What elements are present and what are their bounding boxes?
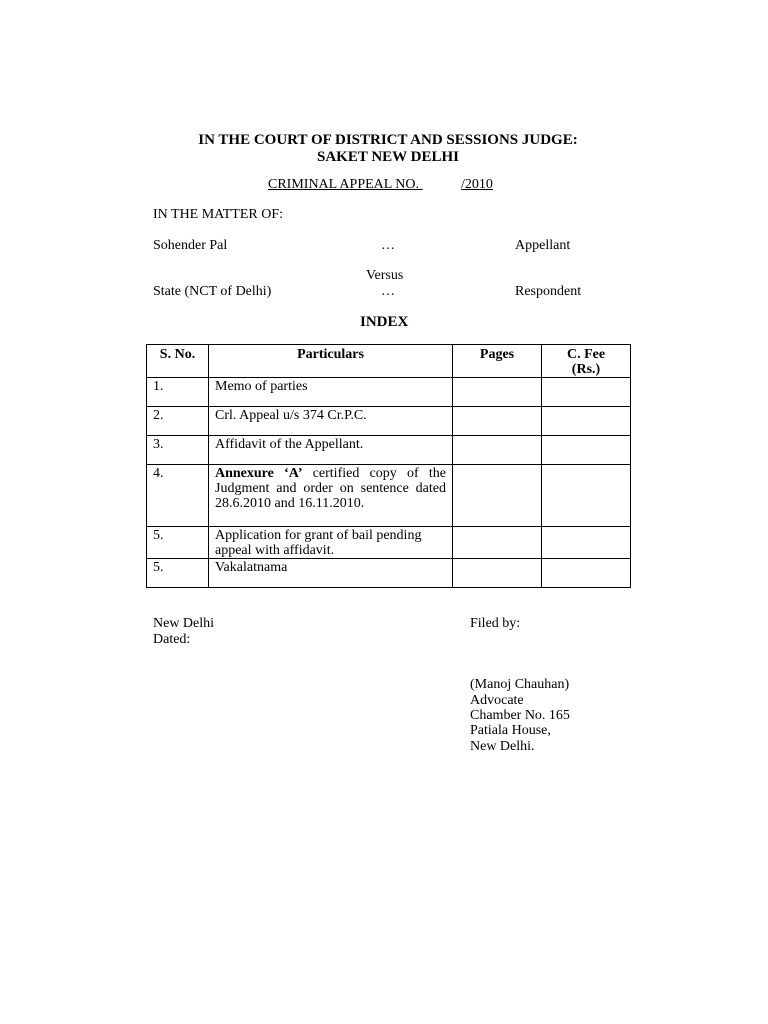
row-particulars: Memo of parties bbox=[209, 378, 453, 407]
table-row bbox=[147, 436, 631, 465]
row-sno: 3. bbox=[147, 436, 209, 465]
row-sno: 1. bbox=[147, 378, 209, 407]
case-number-suffix: /2010 bbox=[461, 177, 493, 192]
header-pages: Pages bbox=[453, 345, 542, 378]
row-particulars: Affidavit of the Appellant. bbox=[209, 436, 453, 465]
court-heading-line2: SAKET NEW DELHI bbox=[317, 149, 459, 165]
advocate-chamber: Chamber No. 165 bbox=[470, 708, 570, 723]
index-table bbox=[146, 344, 631, 588]
row-pages bbox=[453, 559, 542, 588]
header-particulars: Particulars bbox=[209, 345, 453, 378]
appellant-role: Appellant bbox=[515, 238, 571, 253]
row-pages bbox=[453, 407, 542, 436]
row-fee bbox=[542, 436, 631, 465]
court-heading-line1: IN THE COURT OF DISTRICT AND SESSIONS JUDGE: bbox=[198, 132, 578, 148]
respondent-role: Respondent bbox=[515, 284, 582, 299]
advocate-address-line1: Patiala House, bbox=[470, 723, 551, 738]
table-row bbox=[147, 465, 631, 527]
respondent-name: State (NCT of Delhi) bbox=[153, 284, 272, 299]
table-row bbox=[147, 527, 631, 559]
annexure-label: Annexure ‘A’ bbox=[215, 466, 303, 481]
row-sno: 5. bbox=[147, 559, 209, 588]
footer-place: New Delhi bbox=[153, 616, 215, 631]
row-sno: 5. bbox=[147, 527, 209, 559]
table-row bbox=[147, 407, 631, 436]
row-fee bbox=[542, 378, 631, 407]
versus-label: Versus bbox=[366, 268, 404, 283]
header-fee-line1: C. Fee bbox=[566, 347, 606, 362]
appellant-dots: … bbox=[381, 238, 395, 253]
appellant-name: Sohender Pal bbox=[153, 238, 228, 253]
row-pages bbox=[453, 378, 542, 407]
case-number-prefix: CRIMINAL APPEAL NO. bbox=[268, 177, 420, 192]
row-fee bbox=[542, 407, 631, 436]
annexure-text: certified copy of the Judgment and order on sentence dated 28.6.2010 and 16.11.2010. bbox=[215, 466, 446, 511]
table-row bbox=[147, 559, 631, 588]
row-sno: 2. bbox=[147, 407, 209, 436]
row-pages bbox=[453, 465, 542, 527]
row-particulars: Application for grant of bail pending appeal with affidavit. bbox=[209, 527, 453, 559]
row-sno: 4. bbox=[147, 465, 209, 527]
row-fee bbox=[542, 465, 631, 527]
header-sno: S. No. bbox=[147, 345, 209, 378]
case-number-blank bbox=[419, 177, 461, 193]
row-particulars: Vakalatnama bbox=[209, 559, 453, 588]
row-pages bbox=[453, 527, 542, 559]
footer-dated: Dated: bbox=[153, 632, 191, 647]
row-particulars: Crl. Appeal u/s 374 Cr.P.C. bbox=[209, 407, 453, 436]
advocate-address-line2: New Delhi. bbox=[470, 739, 535, 754]
respondent-dots: … bbox=[381, 284, 395, 299]
row-pages bbox=[453, 436, 542, 465]
header-fee-line2: (Rs.) bbox=[571, 362, 601, 377]
footer-filed-by: Filed by: bbox=[470, 616, 521, 631]
advocate-name: (Manoj Chauhan) bbox=[470, 677, 570, 692]
index-title: INDEX bbox=[360, 314, 409, 330]
matter-label: IN THE MATTER OF: bbox=[153, 207, 284, 222]
row-fee bbox=[542, 559, 631, 588]
case-number bbox=[268, 177, 493, 193]
row-fee bbox=[542, 527, 631, 559]
advocate-title: Advocate bbox=[470, 693, 524, 708]
table-row bbox=[147, 378, 631, 407]
row-particulars bbox=[209, 465, 453, 527]
table-header-row bbox=[147, 345, 631, 378]
header-court-fee bbox=[542, 345, 631, 378]
